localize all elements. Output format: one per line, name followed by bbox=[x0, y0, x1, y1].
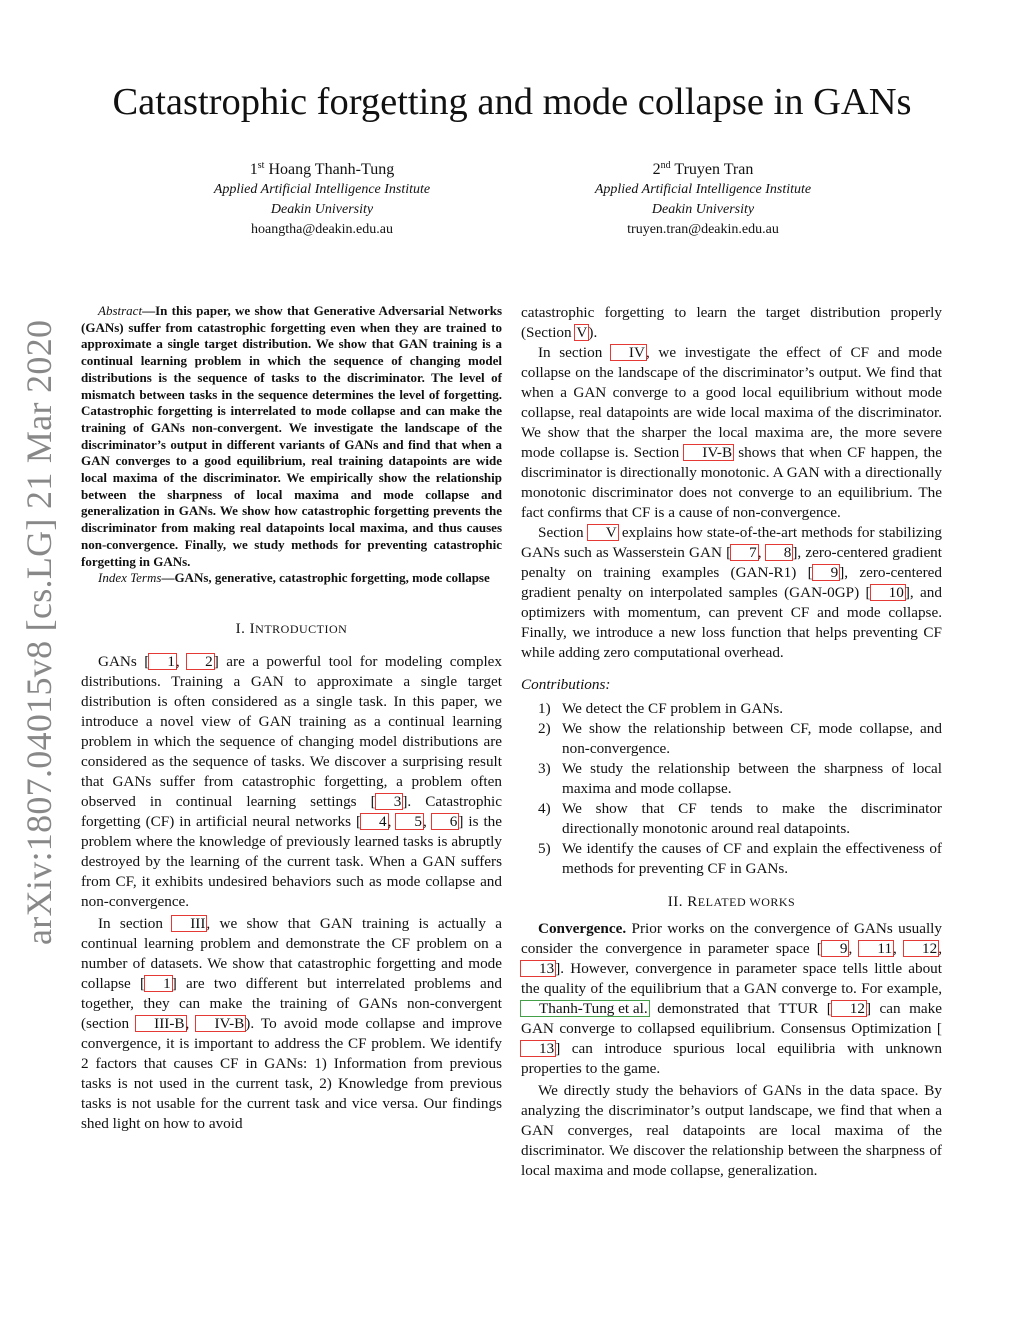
citation-link[interactable]: 9 bbox=[822, 941, 849, 956]
author-name: 1st Hoang Thanh-Tung bbox=[249, 160, 395, 178]
author-email: truyen.tran@deakin.edu.au bbox=[627, 222, 779, 237]
paper-title: Catastrophic forgetting and mode collapse in GANs bbox=[112, 81, 912, 123]
list-item: 3) We study the relationship between the sharpness of local maxima and mode collapse. bbox=[538, 760, 942, 797]
citation-link[interactable]: 9 bbox=[813, 565, 840, 580]
author-affiliation: Applied Artificial Intelligence Institute bbox=[213, 182, 431, 197]
section-link[interactable]: V bbox=[588, 525, 618, 540]
citation-link[interactable]: 6 bbox=[432, 814, 459, 829]
citation-link[interactable]: 1 bbox=[145, 976, 172, 991]
list-item: 5) We identify the causes of CF and explain the effectiveness of methods for preventing CF in GANs. bbox=[538, 840, 942, 877]
intro-paragraph-4: Section V explains how state-of-the-art methods for stabilizing GANs such as Wasserstein GAN [ 7, 8], zero-centered gradient penalty on training examples (GAN-R1) [ 9], zero-centered gradient penalty on interpolated samples (GAN-0GP) [ 10], and optimizers with momentum, can prevent CF and mode collapse. Finally, we introduce a new loss function that helps preventing CF while adding zero computational overhead. bbox=[521, 524, 942, 661]
author-citation-link[interactable]: Thanh-Tung et al. bbox=[521, 1001, 649, 1016]
section-heading-introduction: I. INTRODUCTION bbox=[235, 620, 348, 637]
related-works-paragraph-2: We directly study the behaviors of GANs in the data space. By analyzing the discriminator’s output landscape, we find that when a GAN converges, real datapoints are local maxima of the discriminator. We discover the relationship between the sharpness of local maxima and mode collapse, generalization. bbox=[521, 1082, 942, 1179]
list-item: 1) We detect the CF problem in GANs. bbox=[538, 700, 784, 717]
arxiv-identifier: arXiv:1807.04015v8 [cs.LG] 21 Mar 2020 bbox=[19, 319, 59, 945]
citation-link[interactable]: 13 bbox=[521, 1041, 555, 1056]
left-column bbox=[81, 303, 502, 1134]
list-item: 4) We show that CF tends to make the discriminator directionally monotonic around real datapoints. bbox=[538, 800, 942, 837]
author-block-2 bbox=[533, 156, 873, 240]
citation-link[interactable]: 13 bbox=[521, 961, 555, 976]
section-link[interactable]: V bbox=[576, 324, 588, 341]
section-link[interactable]: IV-B bbox=[196, 1016, 245, 1031]
abstract: Abstract—In this paper, we show that Generative Adversarial Networks (GANs) suffer from catastrophic forgetting even when they are trained to approximate a single target distribution. We show that GAN training is a continual learning problem in which the sequence of changing model distributions is the sequence of tasks to the discriminator. The level of mismatch between tasks in the sequence determines the level of forgetting. Catastrophic forgetting is interrelated to mode collapse and can make the training of GANs non-convergent. We investigate the landscape of the discriminator’s output in different variants of GANs and find that when a GAN converges to a good equilibrium, real training datapoints are wide local maxima of the discriminator. We empirically show the relationship between the sharpness of local maxima and mode collapse and generalization in GANs. We show how catastrophic forgetting prevents the discriminator from making real datapoints local maxima, and thus causes non-convergence. Finally, we study methods for preventing catastrophic forgetting in GANs. bbox=[81, 303, 502, 569]
contributions-list bbox=[521, 699, 942, 879]
citation-link[interactable]: 1 bbox=[149, 654, 176, 669]
citation-link[interactable]: 5 bbox=[396, 814, 423, 829]
citation-link[interactable]: 4 bbox=[361, 814, 388, 829]
author-email: hoangtha@deakin.edu.au bbox=[251, 222, 393, 237]
author-university: Deakin University bbox=[651, 202, 755, 217]
contributions-heading: Contributions: bbox=[521, 676, 611, 693]
citation-link[interactable]: 2 bbox=[187, 654, 214, 669]
author-block-1 bbox=[152, 156, 492, 240]
intro-paragraph-3: In section IV, we investigate the effect of CF and mode collapse on the landscape of the discriminator’s output. We find that when a GAN converge to a good local equilibrium without mode collapse, real datapoints are wide local maxima of the discriminator. We show that the sharper the local maxima are, the more severe mode collapse is. Section IV-B shows that when CF happen, the discriminator is directionally monotonic. A GAN with a directionally monotonic discriminator does not converge to an equilibrium. The fact confirms that CF is a cause of non-convergence. bbox=[521, 344, 943, 521]
author-university: Deakin University bbox=[270, 202, 374, 217]
author-affiliation: Applied Artificial Intelligence Institute bbox=[594, 182, 812, 197]
index-terms: Index Terms—GANs, generative, catastrophic forgetting, mode collapse bbox=[98, 570, 490, 586]
section-link[interactable]: IV-B bbox=[684, 445, 733, 460]
section-heading-related-works: II. RELATED WORKS bbox=[667, 894, 796, 910]
author-name: 2nd Truyen Tran bbox=[652, 160, 754, 178]
section-link[interactable]: III-B bbox=[136, 1016, 185, 1031]
intro-paragraph-continued: catastrophic forgetting to learn the target distribution properly (Section V). bbox=[521, 304, 942, 341]
citation-link[interactable]: 12 bbox=[904, 941, 938, 956]
citation-link[interactable]: 7 bbox=[731, 545, 758, 560]
related-works-paragraph-1: Convergence. Prior works on the convergence of GANs usually consider the convergence in parameter space [ 9, 11, 12, 13]. However, convergence in parameter space tells little about the quality of the equilibrium that a GAN converge to. For example, Thanh-Tung et al. demonstrated that TTUR [ 12] can make GAN converge to collapsed equilibrium. Consensus Optimization [13] can introduce spurious local equilibria with unknown properties to the game. bbox=[521, 920, 943, 1077]
citation-link[interactable]: 11 bbox=[859, 941, 893, 956]
intro-paragraph-2: In section III, we show that GAN training is actually a continual learning problem and demonstrate the CF problem on a number of datasets. We show that catastrophic forgetting and mode collapse [ 1] are two different but interrelated problems and together, they can make the training of GANs non-convergent (section III-B, IV-B). To avoid mode collapse and improve convergence, it is important to address the CF problem. We identify 2 factors that causes CF in GANs: 1) Information from previous tasks is not used in the current task, 2) Knowledge from previous tasks is not usable for the current task and vice versa. Our findings shed light on how to avoid bbox=[81, 914, 502, 1132]
list-item: 2) We show the relationship between CF, mode collapse, and non-convergence. bbox=[538, 720, 942, 757]
right-column bbox=[521, 303, 942, 1181]
section-link[interactable]: III bbox=[172, 916, 206, 931]
citation-link[interactable]: 10 bbox=[871, 585, 905, 600]
citation-link[interactable]: 12 bbox=[832, 1001, 866, 1016]
citation-link[interactable]: 3 bbox=[376, 794, 403, 809]
section-link[interactable]: IV bbox=[611, 345, 646, 360]
citation-link[interactable]: 8 bbox=[766, 545, 793, 560]
intro-paragraph-1: GANs [ 1, 2] are a powerful tool for modeling complex distributions. Training a GAN to approximate a single target distribution is often considered as a single task. In this paper, we introduce a novel view of GAN training as a continual learning problem in which the sequence of changing model distributions are considered as the sequence of tasks. We discover a surprising result that GANs suffer from catastrophic forgetting, a problem often observed in continual learning settings [ 3]. Catastrophic forgetting (CF) in artificial neural networks [ 4, 5, 6] is the problem where the knowledge of previously learned tasks is abruptly destroyed by the learning of the current task. When a GAN suffers from CF, it exhibits undesired behaviors such as mode collapse and non-convergence. bbox=[81, 652, 503, 910]
